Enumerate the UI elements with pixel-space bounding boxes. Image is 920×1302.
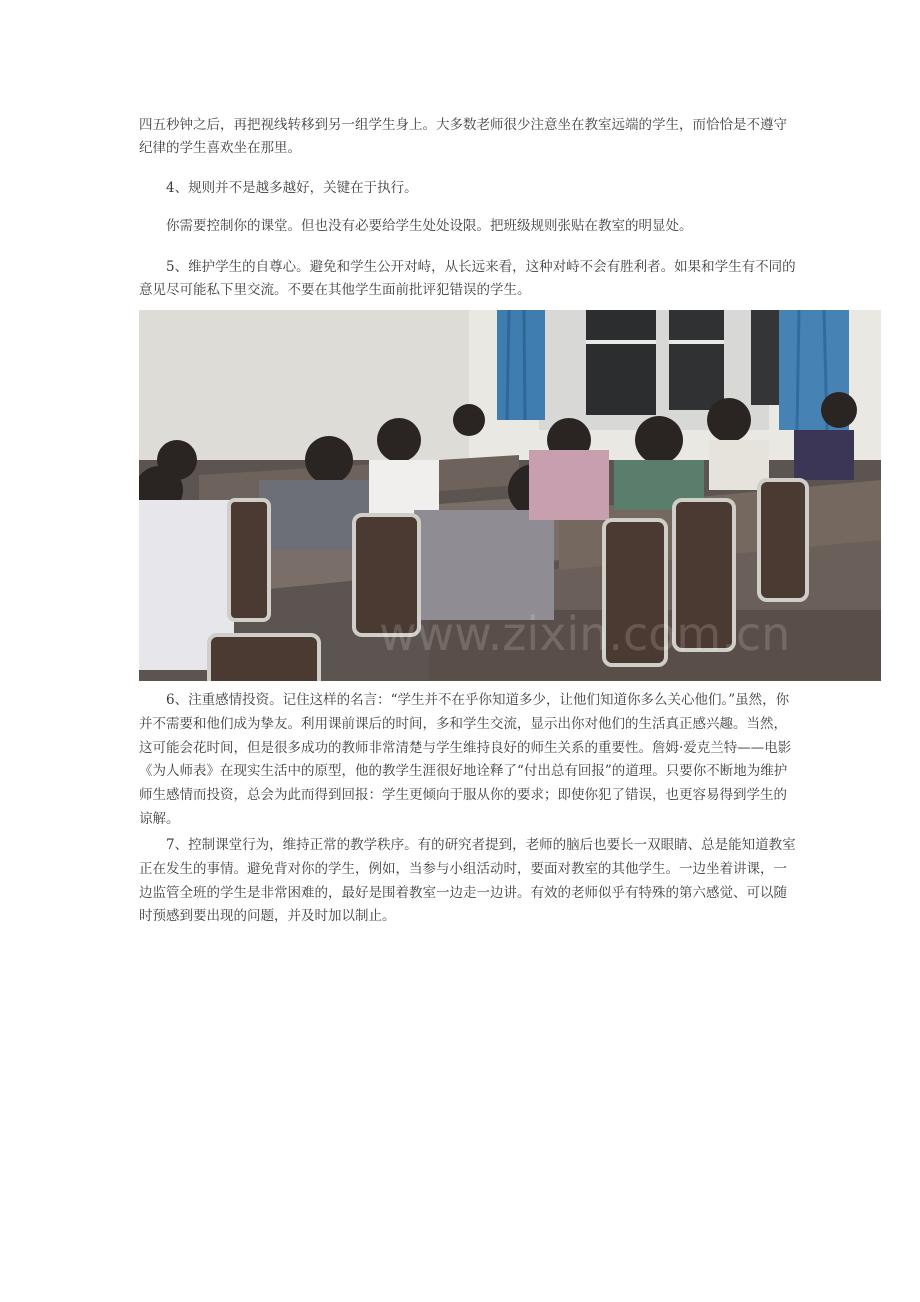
- classroom-illustration: [139, 310, 881, 681]
- paragraph-rule-6: 6、注重感情投资。记住这样的名言：“学生并不在乎你知道多少，让他们知道你多么关心他们。”虽然，你并不需要和他们成为挚友。利用课前课后的时间，多和学生交流，显示出你对他们的生活真正感兴趣。当然，这可能会花时间，但是很多成功的教师非常清楚与学生维持良好的师生关系的重要性。詹姆·爱克兰特——电影《为人师表》在现实生活中的原型，他的教学生涯很好地诠释了“付出总有回报”的道理。只要你不断地为维护师生感情而投资，总会为此而得到回报：学生更倾向于服从你的要求；即使你犯了错误，也更容易得到学生的谅解。: [139, 692, 792, 827]
- paragraph-rule-5: 5、维护学生的自尊心。避免和学生公开对峙，从长远来看，这种对峙不会有胜利者。如果和学生有不同的意见尽可能私下里交流。不要在其他学生面前批评犯错误的学生。: [139, 259, 796, 298]
- paragraph-continuation: 四五秒钟之后，再把视线转移到另一组学生身上。大多数老师很少注意坐在教室远端的学生，而恰恰是不遵守纪律的学生喜欢坐在那里。: [139, 117, 787, 156]
- classroom-photo: [139, 310, 881, 681]
- photo-watermark: www.zixin.com.cn: [379, 607, 791, 661]
- paragraph-classroom-control: 你需要控制你的课堂。但也没有必要给学生处处设限。把班级规则张贴在教室的明显处。: [166, 218, 693, 234]
- paragraph-rule-7: 7、控制课堂行为，维持正常的教学秩序。有的研究者提到，老师的脑后也要长一双眼睛、总是能知道教室正在发生的事情。避免背对你的学生，例如，当参与小组活动时，要面对教室的其他学生。一边坐着讲课，一边监管全班的学生是非常困难的，最好是围着教室一边走一边讲。有效的老师似乎有特殊的第六感觉、可以随时预感到要出现的问题，并及时加以制止。: [139, 837, 796, 925]
- paragraph-rule-4: 4、规则并不是越多越好，关键在于执行。: [166, 180, 418, 196]
